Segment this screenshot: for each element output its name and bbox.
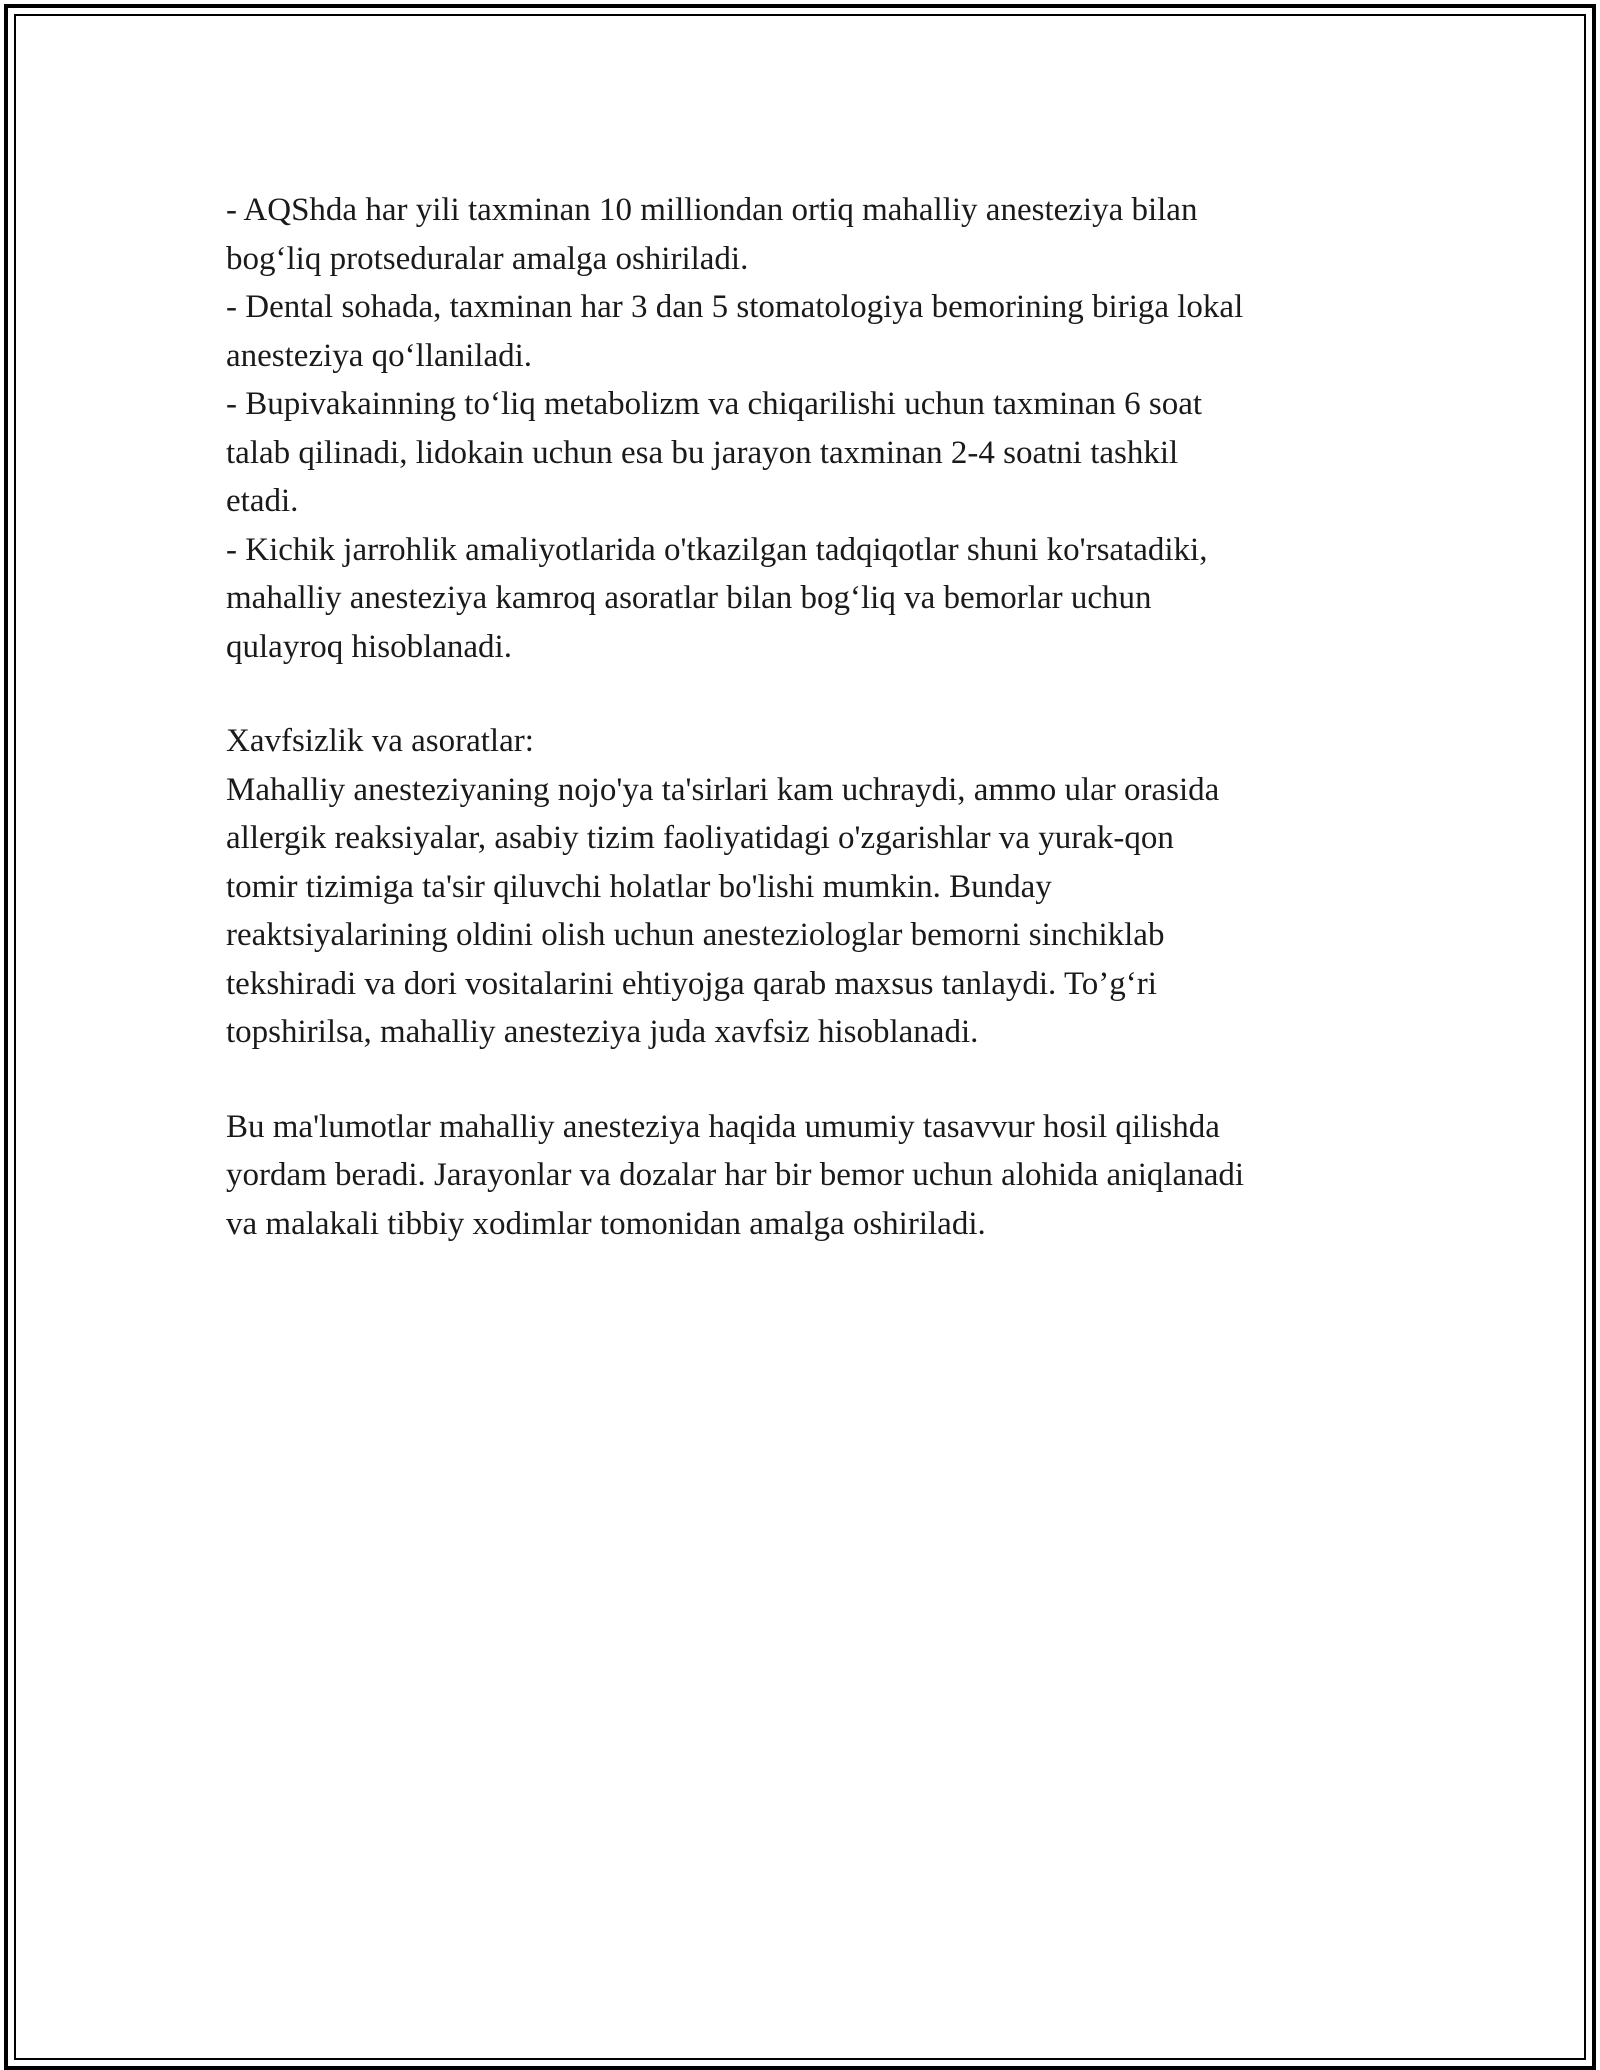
text-line: reaktsiyalarining oldini olish uchun anesteziologlar bemorni sinchiklab <box>226 917 1165 953</box>
text-line: - Kichik jarrohlik amaliyotlarida o'tkazilgan tadqiqotlar shuni ko'rsatadiki, <box>226 531 1208 568</box>
text-line: anesteziya qo‘llaniladi. <box>226 337 533 374</box>
text-line: - Dental sohada, taxminan har 3 dan 5 stomatologiya bemorining biriga lokal <box>226 289 1244 325</box>
bullet-item-minor-surgery <box>226 526 1386 672</box>
text-line: - AQShda har yili taxminan 10 milliondan ortiq mahalliy anesteziya bilan <box>226 192 1198 228</box>
text-line: Bu ma'lumotlar mahalliy anesteziya haqida umumiy tasavvur hosil qilishda <box>226 1108 1220 1145</box>
section-heading: Xavfsizlik va asoratlar: <box>226 723 534 759</box>
text-line: mahalliy anesteziya kamroq asoratlar bilan bog‘liq va bemorlar uchun <box>226 580 1152 616</box>
closing-paragraph <box>226 1103 1386 1249</box>
safety-paragraph <box>226 766 1386 1057</box>
text-line: yordam beradi. Jarayonlar va dozalar har bir bemor uchun alohida aniqlanadi <box>226 1157 1245 1193</box>
text-line: tomir tizimiga ta'sir qiluvchi holatlar bo'lishi mumkin. Bunday <box>226 868 1052 905</box>
paragraph-spacer <box>226 1057 1386 1103</box>
text-line: tekshiradi va dori vositalarini ehtiyojga qarab maxsus tanlaydi. To’g‘ri <box>226 965 1157 1002</box>
text-line: - Bupivakainning to‘liq metabolizm va chiqarilishi uchun taxminan 6 soat <box>226 386 1203 422</box>
text-line: va malakali tibbiy xodimlar tomonidan amalga oshiriladi. <box>226 1205 986 1242</box>
text-line: topshirilsa, mahalliy anesteziya juda xavfsiz hisoblanadi. <box>226 1014 979 1050</box>
text-line: etadi. <box>226 483 299 519</box>
text-line: qulayroq hisoblanadi. <box>226 628 512 665</box>
text-line: talab qilinadi, lidokain uchun esa bu jarayon taxminan 2-4 soatni tashkil <box>226 434 1179 471</box>
paragraph-spacer <box>226 671 1386 717</box>
text-line: bog‘liq protseduralar amalga oshiriladi. <box>226 240 749 277</box>
document-body <box>226 186 1386 1248</box>
bullet-item-dental <box>226 283 1386 380</box>
text-line: allergik reaksiyalar, asabiy tizim faoliyatidagi o'zgarishlar va yurak-qon <box>226 820 1174 856</box>
bullet-item-us-procedures <box>226 186 1386 283</box>
text-line: Mahalliy anesteziyaning nojo'ya ta'sirlari kam uchraydi, ammo ular orasida <box>226 771 1220 808</box>
bullet-item-metabolism <box>226 380 1386 526</box>
